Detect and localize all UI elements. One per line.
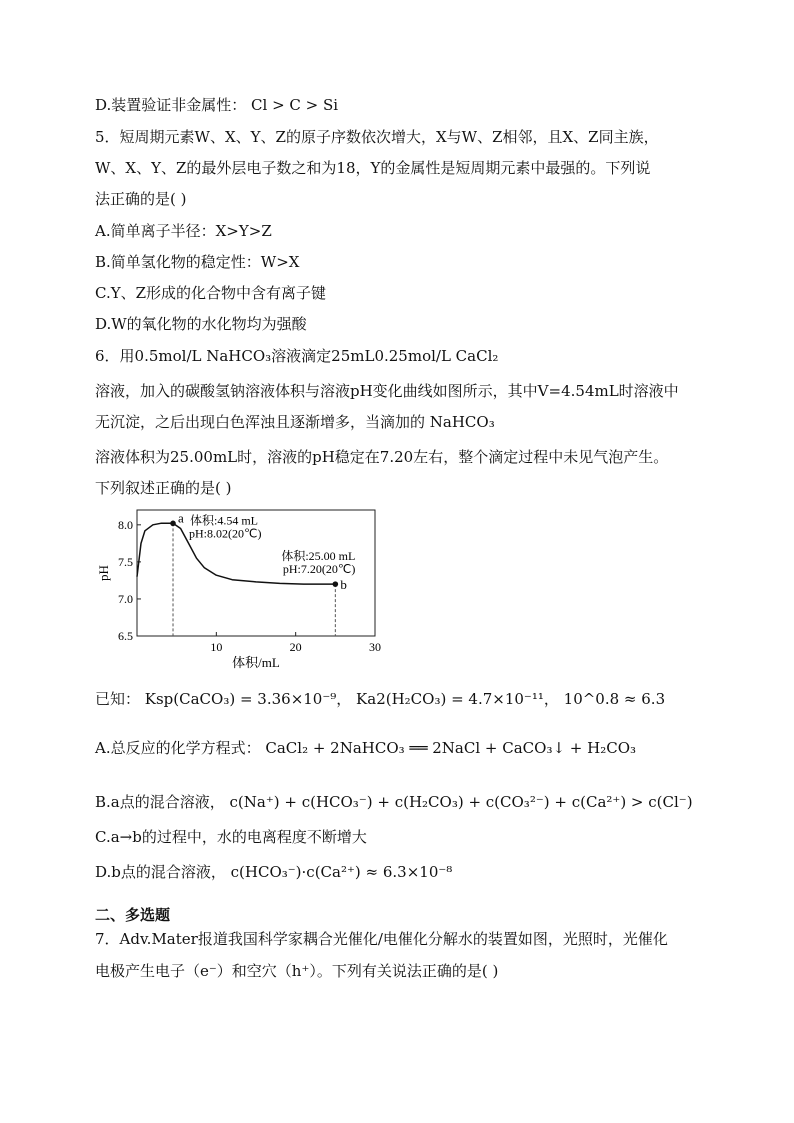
q5-stem-2: W、X、Y、Z的最外层电子数之和为18，Y的金属性是短周期元素中最强的。下列说 (95, 159, 651, 177)
ph-titration-chart (96, 500, 390, 680)
y-tick-label: 7.5 (118, 554, 133, 569)
q7-stem-1: 7．Adv.Mater报道我国科学家耦合光催化/电催化分解水的装置如图，光照时，光催化 (95, 930, 668, 948)
q6-option-d: D.b点的混合溶液， c(HCO₃⁻)·c(Ca²⁺) ≈ 6.3×10⁻⁸ (95, 863, 453, 881)
q5-option-d: D.W的氧化物的水化物均为强酸 (95, 315, 307, 333)
q5-option-a: A.简单离子半径：X>Y>Z (95, 222, 272, 240)
q7-stem-2: 电极产生电子（e⁻）和空穴（h⁺）。下列有关说法正确的是( ) (95, 962, 499, 980)
q6-stem-3: 无沉淀，之后出现白色浑浊且逐渐增多，当滴加的 NaHCO₃ (95, 413, 495, 431)
x-axis-label: 体积/mL (232, 655, 280, 670)
point-a-volume: 体积:4.54 mL (190, 513, 259, 528)
q6-stem-5: 下列叙述正确的是( ) (95, 479, 232, 497)
point-b-volume: 体积:25.00 mL (281, 549, 356, 564)
q6-option-a: A.总反应的化学方程式： CaCl₂ + 2NaHCO₃ ══ 2NaCl + CaCO₃↓ + H₂CO₃ (95, 739, 637, 757)
q6-option-b: B.a点的混合溶液， c(Na⁺) + c(HCO₃⁻) + c(H₂CO₃) + c(CO₃²⁻) + c(Ca²⁺) > c(Cl⁻) (95, 793, 693, 811)
q6-stem-4: 溶液体积为25.00mL时，溶液的pH稳定在7.20左右，整个滴定过程中未见气泡产生。 (95, 448, 669, 466)
q5-stem-1: 5．短周期元素W、X、Y、Z的原子序数依次增大，X与W、Z相邻，且X、Z同主族， (95, 128, 659, 146)
point-a-label: a (178, 510, 184, 526)
known-constants: 已知： Ksp(CaCO₃) = 3.36×10⁻⁹， Ka2(H₂CO₃) = 4.7×10⁻¹¹， 10^0.8 ≈ 6.3 (95, 690, 666, 708)
section-heading: 二、多选题 (95, 906, 171, 924)
y-tick-label: 8.0 (118, 517, 133, 532)
option-d-prev: D.装置验证非金属性： Cl > C > Si (95, 96, 339, 114)
point-a-ph: pH:8.02(20℃) (189, 526, 262, 541)
point-b-marker (333, 581, 339, 587)
q6-stem-2: 溶液，加入的碳酸氢钠溶液体积与溶液pH变化曲线如图所示，其中V=4.54mL时溶液中 (95, 382, 679, 400)
x-tick-label: 20 (289, 640, 302, 654)
point-b-ph: pH:7.20(20℃) (282, 562, 356, 577)
y-tick-label: 6.5 (118, 629, 133, 643)
y-axis-label: pH (96, 565, 111, 581)
y-tick-label: 7.0 (118, 591, 133, 606)
x-tick-label: 30 (369, 640, 381, 654)
q5-option-c: C.Y、Z形成的化合物中含有离子键 (95, 284, 327, 302)
q6-stem-1: 6．用0.5mol/L NaHCO₃溶液滴定25mL0.25mol/L CaCl₂ (95, 347, 499, 365)
x-tick-label: 10 (210, 640, 223, 654)
q6-option-c: C.a→b的过程中，水的电离程度不断增大 (95, 828, 367, 846)
q5-option-b: B.简单氢化物的稳定性：W>X (95, 253, 300, 271)
point-a-marker (170, 521, 176, 527)
point-b-label: b (340, 577, 347, 593)
q5-stem-3: 法正确的是( ) (95, 190, 187, 208)
